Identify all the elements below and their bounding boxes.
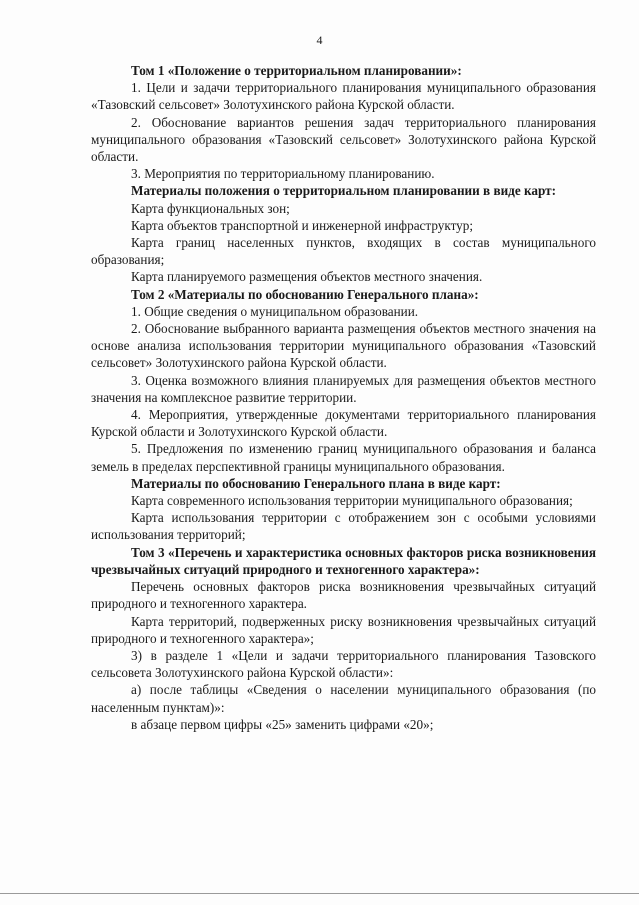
amendment-paragraph: 3) в разделе 1 «Цели и задачи территориального планирования Тазовского сельсовета Золотухинского района Курской области»:: [91, 647, 596, 681]
list-item: Перечень основных факторов риска возникновения чрезвычайных ситуаций природного и техногенного характера.: [91, 579, 596, 612]
heading-maps-position: Материалы положения о территориальном планировании в виде карт:: [131, 183, 557, 199]
list-item: Карта планируемого размещения объектов местного значения.: [131, 269, 483, 285]
heading-volume-2: Том 2 «Материалы по обоснованию Генерального плана»:: [131, 286, 479, 302]
list-item: 2. Обоснование вариантов решения задач территориального планирования муниципального образования «Тазовский сельсовет» Золотухинского района Курской области.: [91, 114, 596, 165]
list-item: Карта использования территории с отображением зон с особыми условиями использования территорий;: [91, 510, 596, 543]
list-item: Карта современного использования территории муниципального образования;: [131, 493, 573, 509]
list-item: 1. Цели и задачи территориального планирования муниципального образования «Тазовский сельсовет» Золотухинского района Курской области.: [91, 80, 596, 113]
list-item: 3. Оценка возможного влияния планируемых для размещения объектов местного значения на комплексное развитие территории.: [91, 372, 596, 405]
list-item: Карта территорий, подверженных риску возникновения чрезвычайных ситуаций природного и техногенного характера»;: [91, 613, 596, 646]
list-item: 3. Мероприятия по территориальному планированию.: [131, 166, 435, 182]
list-item: Карта функциональных зон;: [131, 200, 290, 216]
list-item: 5. Предложения по изменению границ муниципального образования и баланса земель в пределах перспективной границы муниципального образования.: [91, 441, 596, 474]
page-number: 4: [316, 33, 323, 47]
amendment-paragraph: в абзаце первом цифры «25» заменить цифрами «20»;: [131, 716, 434, 732]
amendment-paragraph: а) после таблицы «Сведения о населении муниципального образования (по населенным пунктам)»:: [91, 682, 596, 715]
heading-volume-3: Том 3 «Перечень и характеристика основных факторов риска возникновения чрезвычайных ситуаций природного и техногенного характера»:: [91, 544, 596, 577]
heading-maps-justification: Материалы по обоснованию Генерального плана в виде карт:: [131, 475, 501, 491]
list-item: 4. Мероприятия, утвержденные документами территориального планирования Курской области и Золотухинского Курской области.: [91, 407, 596, 440]
heading-volume-1: Том 1 «Положение о территориальном планировании»:: [131, 63, 462, 78]
document-body: [91, 62, 596, 733]
list-item: Карта объектов транспортной и инженерной инфраструктур;: [131, 217, 474, 233]
list-item: 1. Общие сведения о муниципальном образовании.: [131, 303, 419, 319]
list-item: Карта границ населенных пунктов, входящих в состав муниципального образования;: [91, 235, 596, 268]
page-bottom-edge: [0, 893, 639, 894]
list-item: 2. Обоснование выбранного варианта размещения объектов местного значения на основе анализа использования территории муниципального образования «Тазовский сельсовет» Золотухинского района Курской области.: [91, 321, 596, 371]
